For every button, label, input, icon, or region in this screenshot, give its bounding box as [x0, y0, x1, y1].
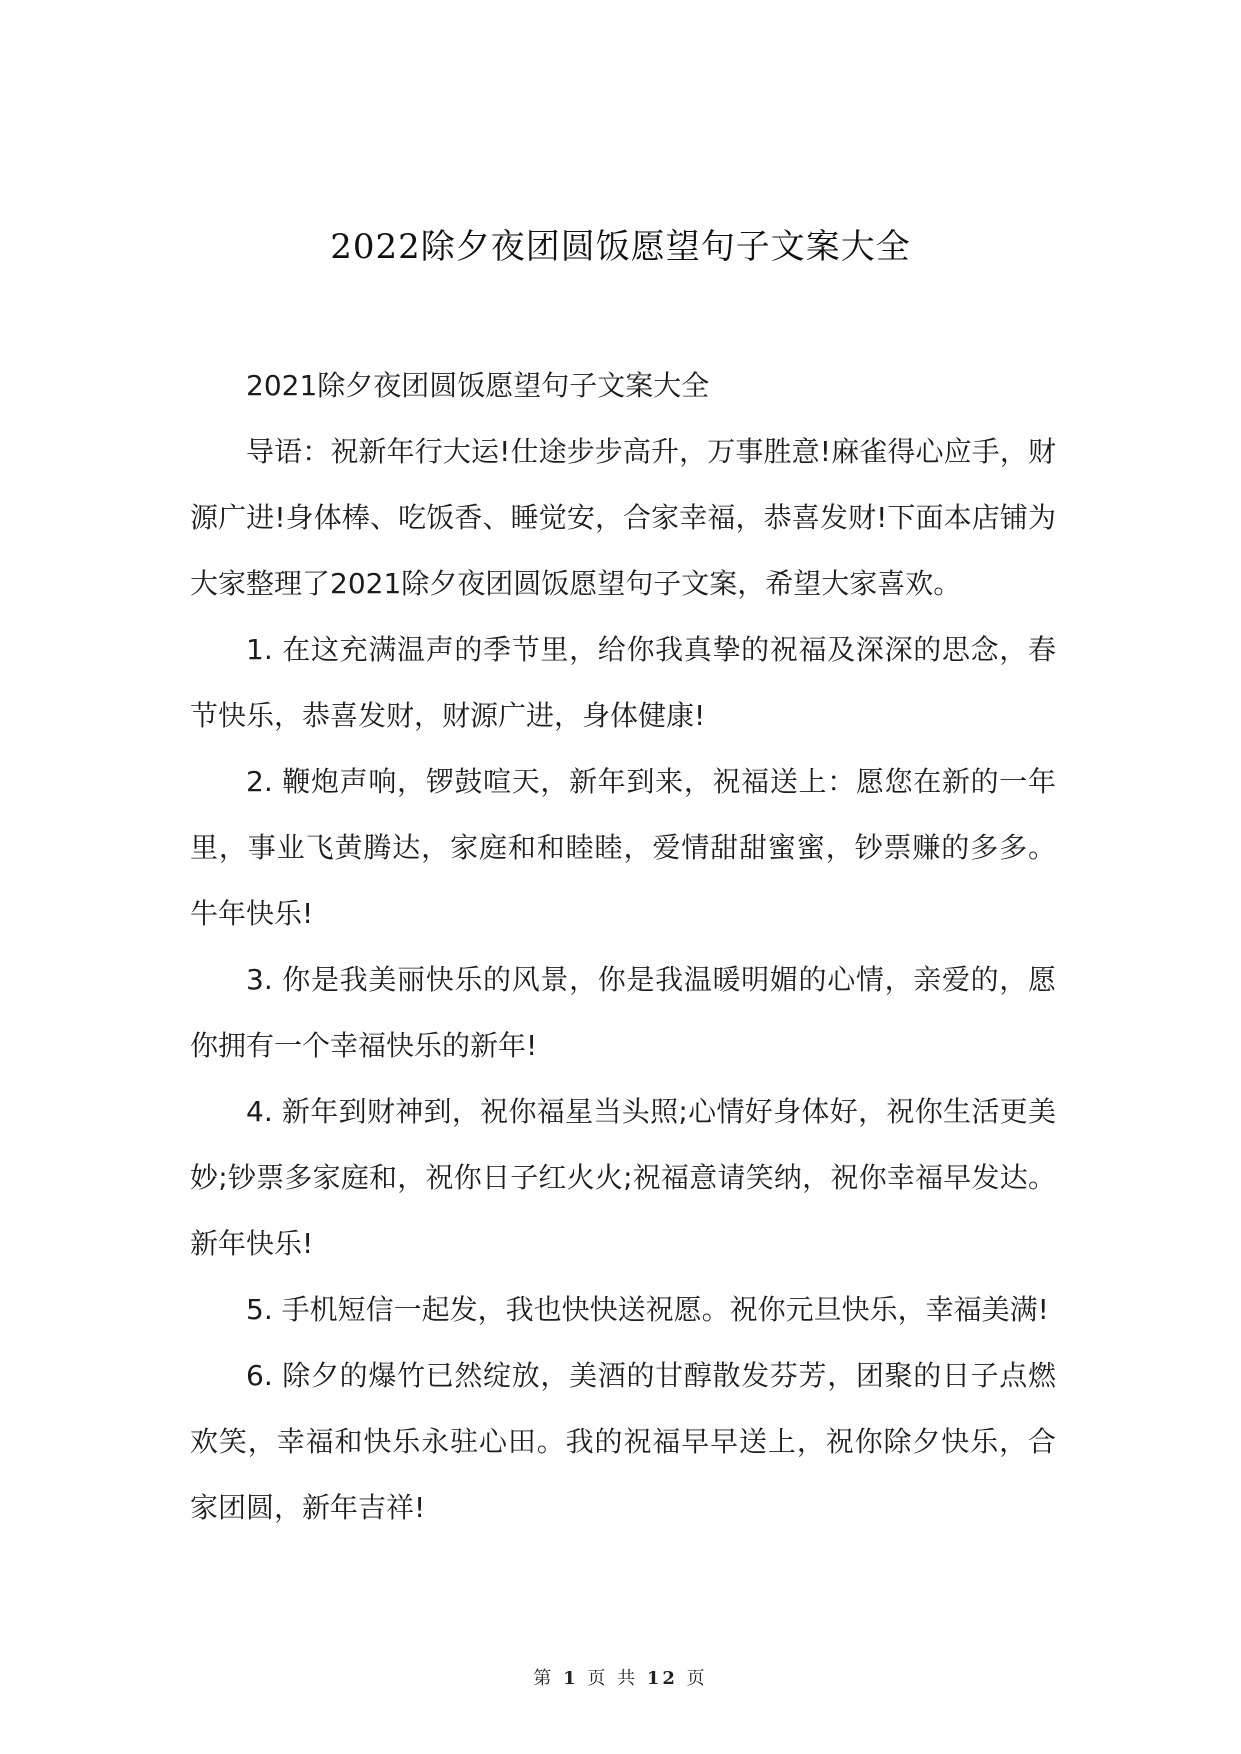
paragraph-item-3: 3. 你是我美丽快乐的风景，你是我温暖明媚的心情，亲爱的，愿你拥有一个幸福快乐的新年!	[190, 963, 1056, 1062]
paragraph-item-2: 2. 鞭炮声响，锣鼓喧天，新年到来，祝福送上：愿您在新的一年里，事业飞黄腾达，家庭和和睦睦，爱情甜甜蜜蜜，钞票赚的多多。牛年快乐!	[190, 765, 1056, 930]
paragraph-item-5: 5. 手机短信一起发，我也快快送祝愿。祝你元旦快乐，幸福美满!	[246, 1293, 1049, 1326]
paragraph-subtitle: 2021除夕夜团圆饭愿望句子文案大全	[246, 369, 710, 402]
footer-total-pages: 12	[646, 1668, 678, 1689]
document-title: 2022除夕夜团圆饭愿望句子文案大全	[330, 227, 911, 267]
document-body	[190, 353, 1056, 1541]
footer-suffix: 页	[686, 1668, 708, 1689]
footer-middle: 页 共	[587, 1668, 639, 1689]
paragraph-item-1: 1. 在这充满温声的季节里，给你我真挚的祝福及深深的思念，春节快乐，恭喜发财，财源广进，身体健康!	[190, 633, 1056, 732]
paragraph-item-4: 4. 新年到财神到，祝你福星当头照;心情好身体好，祝你生活更美妙;钞票多家庭和，祝你日子红火火;祝福意请笑纳，祝你幸福早发达。新年快乐!	[190, 1095, 1056, 1260]
page-number-footer	[0, 1666, 1241, 1692]
footer-prefix: 第	[533, 1668, 555, 1689]
footer-current-page: 1	[563, 1668, 579, 1689]
paragraph-item-6: 6. 除夕的爆竹已然绽放，美酒的甘醇散发芬芳，团聚的日子点燃欢笑，幸福和快乐永驻心田。我的祝福早早送上，祝你除夕快乐，合家团圆，新年吉祥!	[190, 1359, 1056, 1524]
paragraph-intro: 导语：祝新年行大运!仕途步步高升，万事胜意!麻雀得心应手，财源广进!身体棒、吃饭香、睡觉安，合家幸福，恭喜发财!下面本店铺为大家整理了2021除夕夜团圆饭愿望句子文案，希望大家喜欢。	[190, 435, 1056, 600]
